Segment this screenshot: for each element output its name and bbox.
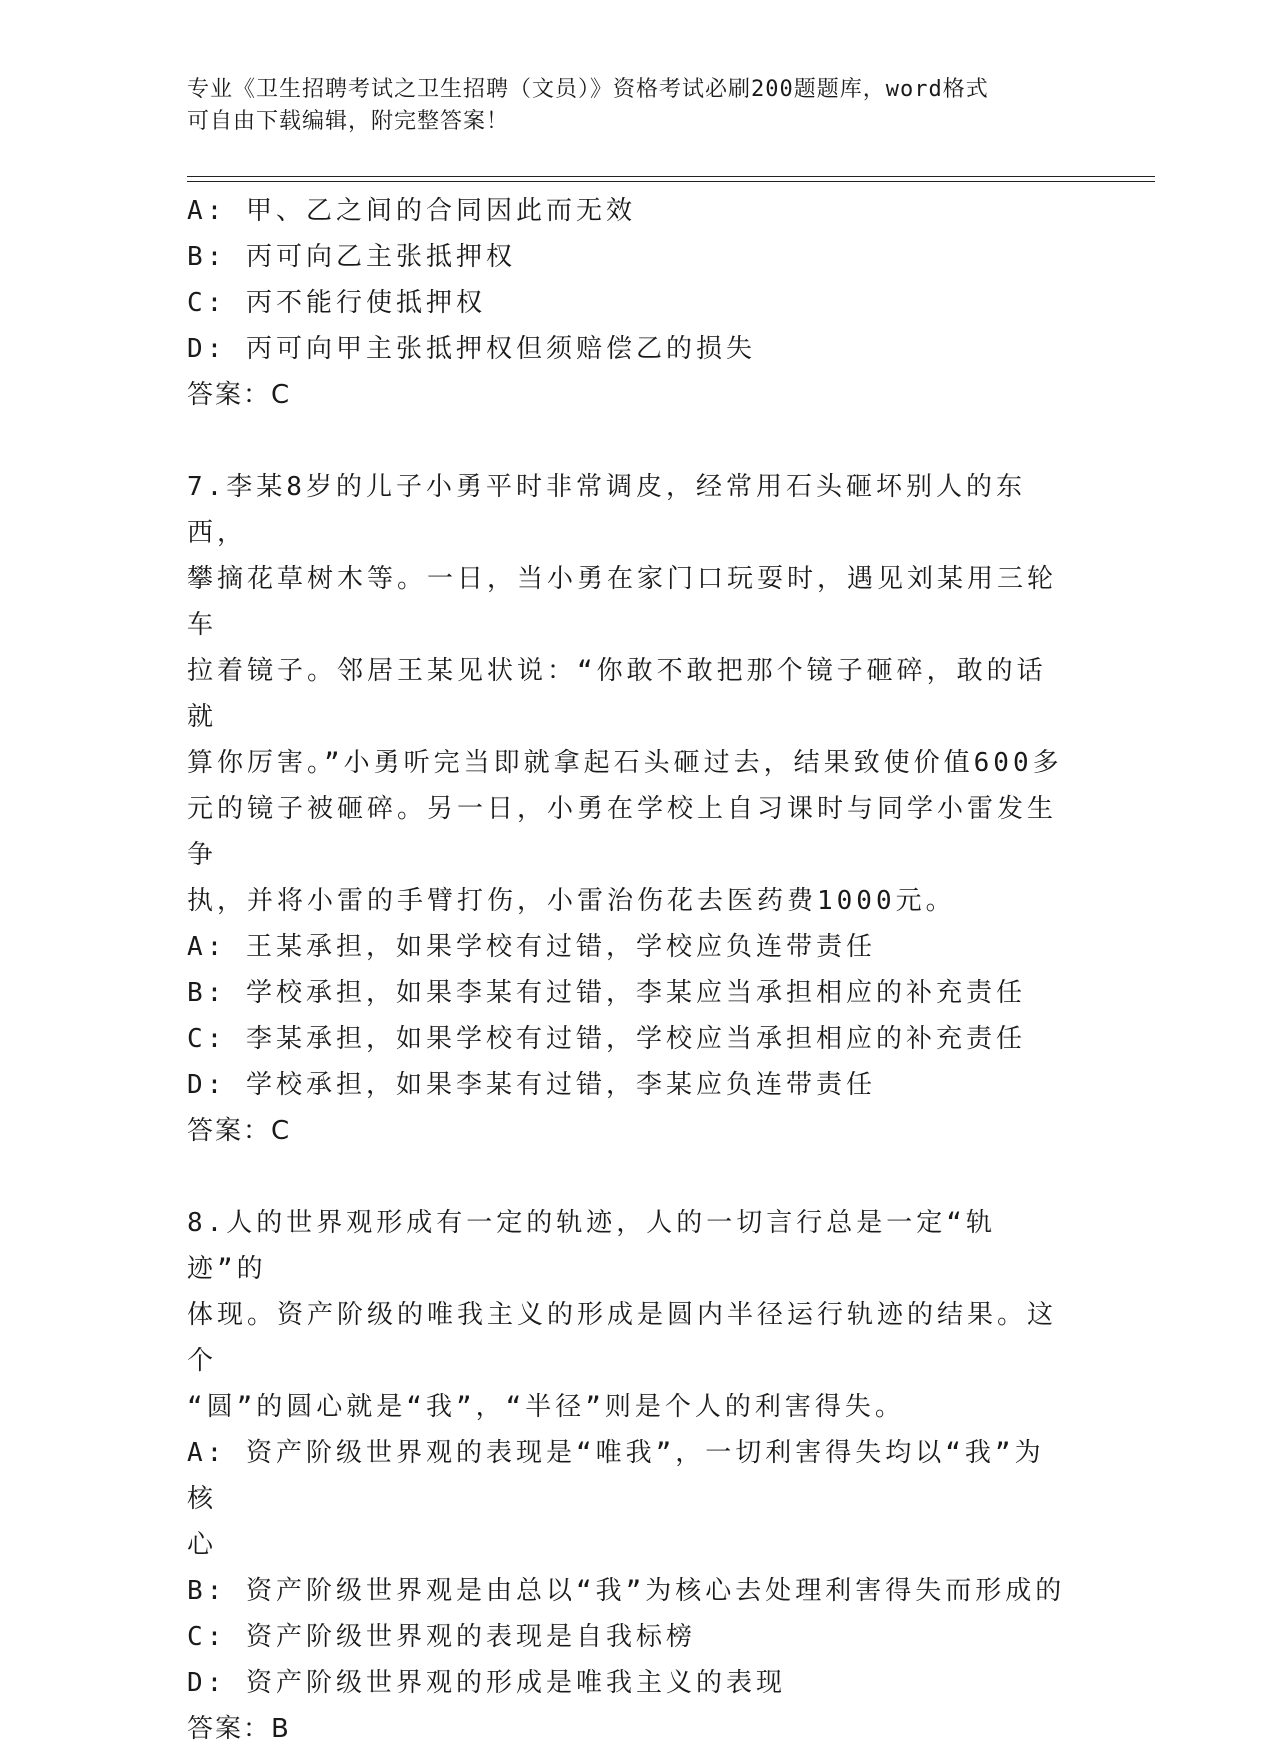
option-d: D: 学校承担，如果李某有过错，李某应负连带责任 <box>187 1070 876 1100</box>
header-line-1: 专业《卫生招聘考试之卫生招聘（文员）》资格考试必刷200题题库，word格式 <box>187 77 989 102</box>
question-8-line: 体现。资产阶级的唯我主义的形成是圆内半径运行轨迹的结果。这个 <box>187 1300 1058 1376</box>
option-c: C: 资产阶级世界观的表现是自我标榜 <box>187 1622 696 1652</box>
option-a-continued: 心 <box>187 1530 218 1560</box>
header-rule-bottom <box>187 181 1155 182</box>
option-c: C: 李某承担，如果学校有过错，学校应当承担相应的补充责任 <box>187 1024 1026 1054</box>
option-b: B: 学校承担，如果李某有过错，李某应当承担相应的补充责任 <box>187 978 1026 1008</box>
question-7-line: 7.李某8岁的儿子小勇平时非常调皮，经常用石头砸坏别人的东西， <box>187 472 1026 548</box>
option-d: D: 丙可向甲主张抵押权但须赔偿乙的损失 <box>187 334 756 364</box>
question-6-tail <box>187 188 1067 418</box>
question-7-line: 元的镜子被砸碎。另一日，小勇在学校上自习课时与同学小雷发生争 <box>187 794 1058 870</box>
question-8 <box>187 1200 1067 1752</box>
question-8-line: 8.人的世界观形成有一定的轨迹，人的一切言行总是一定“轨迹”的 <box>187 1208 996 1284</box>
option-b: B: 丙可向乙主张抵押权 <box>187 242 516 272</box>
question-7-line: 执，并将小雷的手臂打伤，小雷治伤花去医药费1000元。 <box>187 886 956 916</box>
answer: 答案：B <box>187 1714 291 1744</box>
header-line-2: 可自由下载编辑，附完整答案！ <box>187 109 510 134</box>
question-7-line: 拉着镜子。邻居王某见状说：“你敢不敢把那个镜子砸碎，敢的话就 <box>187 656 1047 732</box>
question-7 <box>187 464 1067 1154</box>
option-d: D: 资产阶级世界观的形成是唯我主义的表现 <box>187 1668 786 1698</box>
option-a: A: 王某承担，如果学校有过错，学校应负连带责任 <box>187 932 876 962</box>
question-8-line: “圆”的圆心就是“我”，“半径”则是个人的利害得失。 <box>187 1392 905 1422</box>
option-c: C: 丙不能行使抵押权 <box>187 288 486 318</box>
document-header <box>187 74 1067 138</box>
option-a: A: 甲、乙之间的合同因此而无效 <box>187 196 636 226</box>
answer: 答案：C <box>187 380 292 410</box>
document-body <box>187 188 1067 1752</box>
option-b: B: 资产阶级世界观是由总以“我”为核心去处理利害得失而形成的 <box>187 1576 1066 1606</box>
option-a: A: 资产阶级世界观的表现是“唯我”，一切利害得失均以“我”为核 <box>187 1438 1045 1514</box>
question-7-line: 算你厉害。”小勇听完当即就拿起石头砸过去，结果致使价值600多 <box>187 748 1063 778</box>
question-7-line: 攀摘花草树木等。一日，当小勇在家门口玩耍时，遇见刘某用三轮车 <box>187 564 1058 640</box>
answer: 答案：C <box>187 1116 292 1146</box>
header-rule-top <box>187 176 1155 177</box>
